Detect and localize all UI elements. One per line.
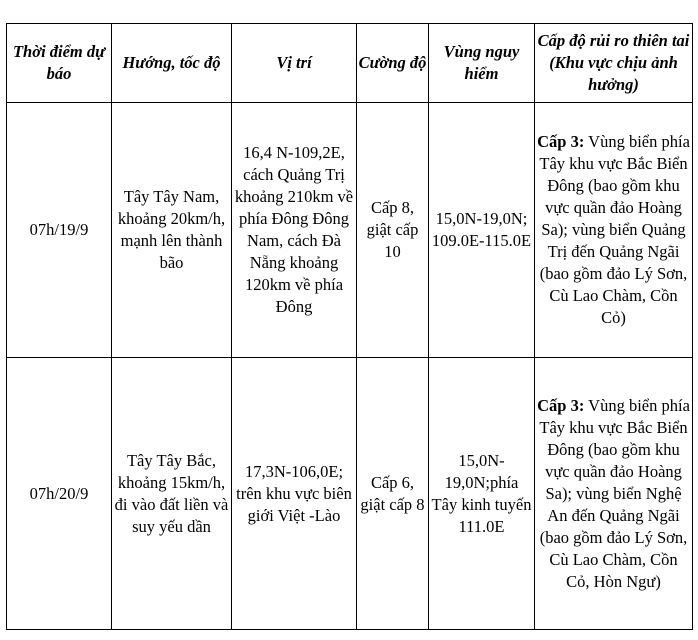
cell-position: 16,4 N-109,2E, cách Quảng Trị khoảng 210km về phía Đông Đông Nam, cách Đà Nẵng khoảng 120km về phía Đông <box>232 103 357 358</box>
cell-danger-zone: 15,0N-19,0N;phía Tây kinh tuyến 111.0E <box>429 358 535 630</box>
table-row <box>7 103 693 358</box>
header-position: Vị trí <box>232 24 357 103</box>
cell-direction-speed: Tây Tây Nam, khoảng 20km/h, mạnh lên thành bão <box>112 103 232 358</box>
forecast-table <box>6 23 693 630</box>
cell-risk-level <box>535 358 693 630</box>
header-danger-zone: Vùng nguy hiểm <box>429 24 535 103</box>
cell-intensity: Cấp 6, giật cấp 8 <box>357 358 429 630</box>
risk-area-text: Vùng biển phía Tây khu vực Bắc Biển Đông (bao gồm khu vực quần đảo Hoàng Sa); vùng biển Nghệ An đến Quảng Ngãi (bao gồm đảo Lý Sơn, Cù Lao Chàm, Cồn Cỏ, Hòn Ngư) <box>539 395 690 591</box>
cell-position: 17,3N-106,0E; trên khu vực biên giới Việt -Lào <box>232 358 357 630</box>
cell-danger-zone: 15,0N-19,0N; 109.0E-115.0E <box>429 103 535 358</box>
header-direction-speed: Hướng, tốc độ <box>112 24 232 103</box>
cell-risk-level <box>535 103 693 358</box>
table-header-row <box>7 24 693 103</box>
cell-direction-speed: Tây Tây Bắc, khoảng 15km/h, đi vào đất liền và suy yếu dần <box>112 358 232 630</box>
risk-level-label: Cấp 3: <box>537 395 585 415</box>
cell-forecast-time: 07h/19/9 <box>7 103 112 358</box>
header-forecast-time: Thời điểm dự báo <box>7 24 112 103</box>
cell-forecast-time: 07h/20/9 <box>7 358 112 630</box>
risk-area-text: Vùng biển phía Tây khu vực Bắc Biển Đông (bao gồm khu vực quần đảo Hoàng Sa); vùng biển Quảng Trị đến Quảng Ngãi (bao gồm đảo Lý Sơn, Cù Lao Chàm, Cồn Cỏ) <box>539 132 690 327</box>
header-intensity: Cường độ <box>357 24 429 103</box>
cell-intensity: Cấp 8, giật cấp 10 <box>357 103 429 358</box>
header-risk-level: Cấp độ rủi ro thiên tai (Khu vực chịu ảnh hưởng) <box>535 24 693 103</box>
table-row <box>7 358 693 630</box>
risk-level-label: Cấp 3: <box>537 132 585 151</box>
